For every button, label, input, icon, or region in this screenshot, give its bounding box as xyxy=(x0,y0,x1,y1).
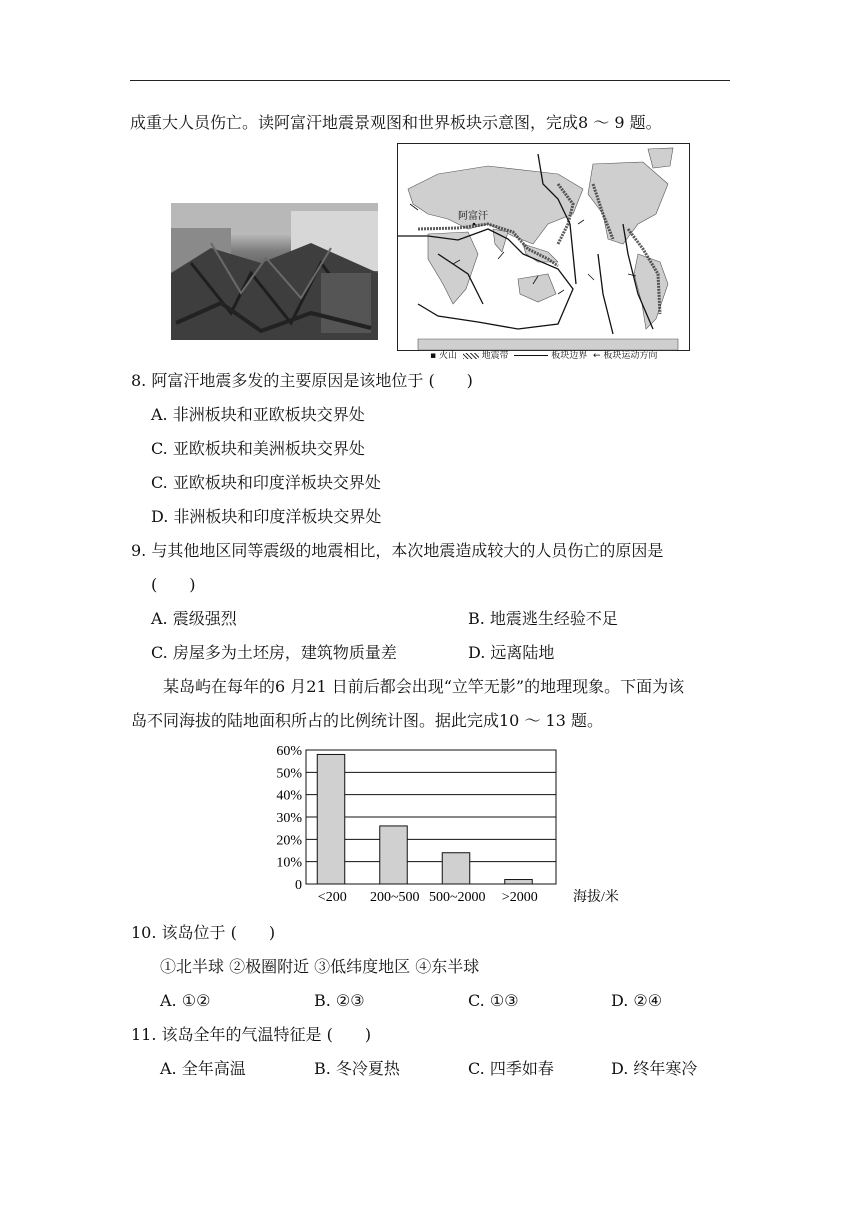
y-tick-label: 20% xyxy=(276,833,302,849)
bar xyxy=(380,826,408,884)
q11-stem: 11. 该岛全年的气温特征是 ( ) xyxy=(131,1025,372,1044)
elevation-bar-chart xyxy=(250,740,619,910)
x-axis-label: 海拔/米 xyxy=(573,890,619,905)
y-tick-label: 40% xyxy=(276,788,302,804)
x-tick-label: 500~2000 xyxy=(428,890,486,905)
bar xyxy=(442,853,470,884)
legend-plate-boundary: 板块边界 xyxy=(551,351,588,361)
q10-option-d: D. ②④ xyxy=(611,991,663,1010)
q11-option-d: D. 终年寒冷 xyxy=(611,1059,698,1078)
passage-line-2: 岛不同海拔的陆地面积所占的比例统计图。据此完成10 ～ 13 题。 xyxy=(131,711,603,730)
x-tick-label: 200~500 xyxy=(369,890,420,905)
legend-plate-motion: 板块运动方向 xyxy=(603,351,658,361)
afghanistan-label: 阿富汗 xyxy=(458,211,488,222)
seismic-hatch-icon xyxy=(463,353,479,359)
world-plate-map xyxy=(397,143,690,351)
q9-option-d: D. 远离陆地 xyxy=(468,643,555,662)
q8-stem: 8. 阿富汗地震多发的主要原因是该地位于 ( ) xyxy=(131,371,473,390)
q9-option-c: C. 房屋多为土坯房，建筑物质量差 xyxy=(151,643,397,662)
q10-statements: ①北半球 ②极圈附近 ③低纬度地区 ④东半球 xyxy=(160,957,480,976)
header-rule xyxy=(130,80,730,81)
q8-option-b: C. 亚欧板块和美洲板块交界处 xyxy=(151,439,365,458)
q9-option-b: B. 地震逃生经验不足 xyxy=(468,609,618,628)
q11-option-c: C. 四季如春 xyxy=(468,1059,554,1078)
arrow-icon: ← xyxy=(592,351,601,361)
map-legend xyxy=(430,348,657,361)
legend-volcano: 火山 xyxy=(438,351,457,361)
q10-option-a: A. ①② xyxy=(160,991,211,1010)
intro-line: 成重大人员伤亡。读阿富汗地震景观图和世界板块示意图，完成8 ～ 9 题。 xyxy=(130,113,662,132)
x-tick-label: >2000 xyxy=(501,890,538,905)
q10-option-b: B. ②③ xyxy=(314,991,365,1010)
earthquake-photo xyxy=(171,203,378,340)
bar xyxy=(505,880,533,884)
boundary-line-icon xyxy=(514,355,548,356)
y-tick-label: 10% xyxy=(276,855,302,871)
bar xyxy=(317,754,345,884)
q11-option-a: A. 全年高温 xyxy=(160,1059,246,1078)
q9-option-a: A. 震级强烈 xyxy=(151,609,237,628)
q10-option-c: C. ①③ xyxy=(468,991,519,1010)
y-tick-label: 0 xyxy=(295,878,302,893)
q9-paren: ( ) xyxy=(151,575,196,594)
q9-stem: 9. 与其他地区同等震级的地震相比，本次地震造成较大的人员伤亡的原因是 xyxy=(131,541,664,560)
q10-stem: 10. 该岛位于 ( ) xyxy=(131,923,276,942)
passage-line-1: 某岛屿在每年的6 月21 日前后都会出现“立竿无影”的地理现象。下面为该 xyxy=(163,677,685,696)
y-tick-label: 50% xyxy=(276,766,302,782)
legend-seismic-belt: 地震带 xyxy=(481,351,509,361)
y-tick-label: 30% xyxy=(276,811,302,826)
x-tick-label: <200 xyxy=(317,890,347,905)
volcano-dot-icon: ▪ xyxy=(430,351,437,361)
q11-option-b: B. 冬冷夏热 xyxy=(314,1059,400,1078)
q8-option-a: A. 非洲板块和亚欧板块交界处 xyxy=(151,405,365,424)
q8-option-c: C. 亚欧板块和印度洋板块交界处 xyxy=(151,473,381,492)
q8-option-d: D. 非洲板块和印度洋板块交界处 xyxy=(151,507,382,526)
y-tick-label: 60% xyxy=(276,744,302,759)
